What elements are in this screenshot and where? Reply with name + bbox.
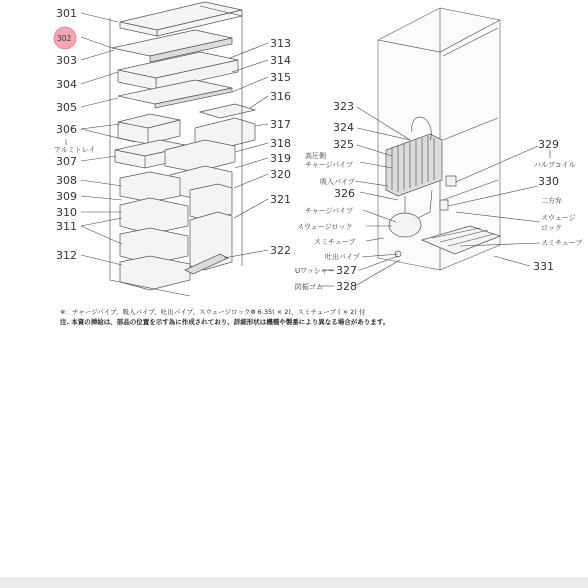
num-301[interactable]: 301	[56, 7, 77, 20]
num-328[interactable]: 328	[336, 280, 357, 293]
footer-bar	[0, 577, 588, 588]
label-swage-lock: スウェージロック	[297, 223, 353, 231]
note-line-1: ※：チャージパイプ、吸入パイプ、吐出パイプ、スウェージロックΦ 6.35( × 2)、スミチューブ ( × 2) 付	[60, 308, 366, 316]
label-discharge-pipe: 吐出パイプ	[325, 253, 360, 261]
right-cabinet-assembly	[378, 8, 500, 270]
num-309[interactable]: 309	[56, 190, 77, 203]
label-high-pressure-charge-pipe-1: 高圧側	[305, 152, 326, 160]
label-charge-pipe: チャージパイプ	[305, 207, 353, 215]
num-317[interactable]: 317	[270, 118, 291, 131]
num-324[interactable]: 324	[333, 121, 354, 134]
label-u-washer: Uワッシャー	[295, 267, 335, 275]
valve-coil-329	[446, 176, 456, 186]
num-312[interactable]: 312	[56, 249, 77, 262]
part-316-shape	[200, 104, 255, 118]
num-307[interactable]: 307	[56, 155, 77, 168]
label-swage-lock-right-1: スウェージ	[541, 214, 576, 222]
num-318[interactable]: 318	[270, 137, 291, 150]
num-304[interactable]: 304	[56, 78, 77, 91]
num-303[interactable]: 303	[56, 54, 77, 67]
label-two-way-valve: 二方弁	[541, 197, 562, 205]
note-line-2: 注. 本資の挿絵は、部品の位置を示す為に作成されており、詳細形状は機種や製番により異なる場合があります。	[60, 318, 390, 326]
num-330[interactable]: 330	[538, 175, 559, 188]
num-311[interactable]: 311	[56, 220, 77, 233]
mid-part-numbers	[270, 37, 291, 257]
num-316[interactable]: 316	[270, 90, 291, 103]
num-313[interactable]: 313	[270, 37, 291, 50]
label-swage-lock-right-2: ロック	[541, 224, 562, 232]
label-valve-coil: バルブコイル	[534, 161, 576, 169]
label-sumi-tube-right: スミチューブ	[541, 239, 583, 247]
label-sumi-tube: スミチューブ	[314, 238, 356, 246]
label-aluminum-tray: アルミトレイ	[54, 146, 96, 154]
num-331[interactable]: 331	[533, 260, 554, 273]
num-327[interactable]: 327	[336, 264, 357, 277]
num-329[interactable]: 329	[538, 138, 559, 151]
num-315[interactable]: 315	[270, 71, 291, 84]
num-319[interactable]: 319	[270, 152, 291, 165]
num-323[interactable]: 323	[333, 100, 354, 113]
num-302[interactable]: 302	[57, 34, 72, 43]
num-322[interactable]: 322	[270, 244, 291, 257]
num-305[interactable]: 305	[56, 101, 77, 114]
num-320[interactable]: 320	[270, 168, 291, 181]
valve-330	[440, 200, 448, 210]
num-310[interactable]: 310	[56, 206, 77, 219]
num-314[interactable]: 314	[270, 54, 291, 67]
compressor	[389, 213, 421, 237]
label-high-pressure-charge-pipe-2: チャージパイプ	[305, 161, 353, 169]
label-vibration-rubber: 防振ゴム	[295, 283, 323, 291]
num-308[interactable]: 308	[56, 174, 77, 187]
num-326[interactable]: 326	[334, 187, 355, 200]
num-321[interactable]: 321	[270, 193, 291, 206]
drawer-308-shape	[120, 172, 180, 202]
num-306[interactable]: 306	[56, 123, 77, 136]
drawer-312-shape	[120, 256, 190, 290]
num-325[interactable]: 325	[333, 138, 354, 151]
left-exploded-assembly	[110, 2, 255, 296]
label-suction-pipe: 吸入パイプ	[320, 178, 355, 186]
